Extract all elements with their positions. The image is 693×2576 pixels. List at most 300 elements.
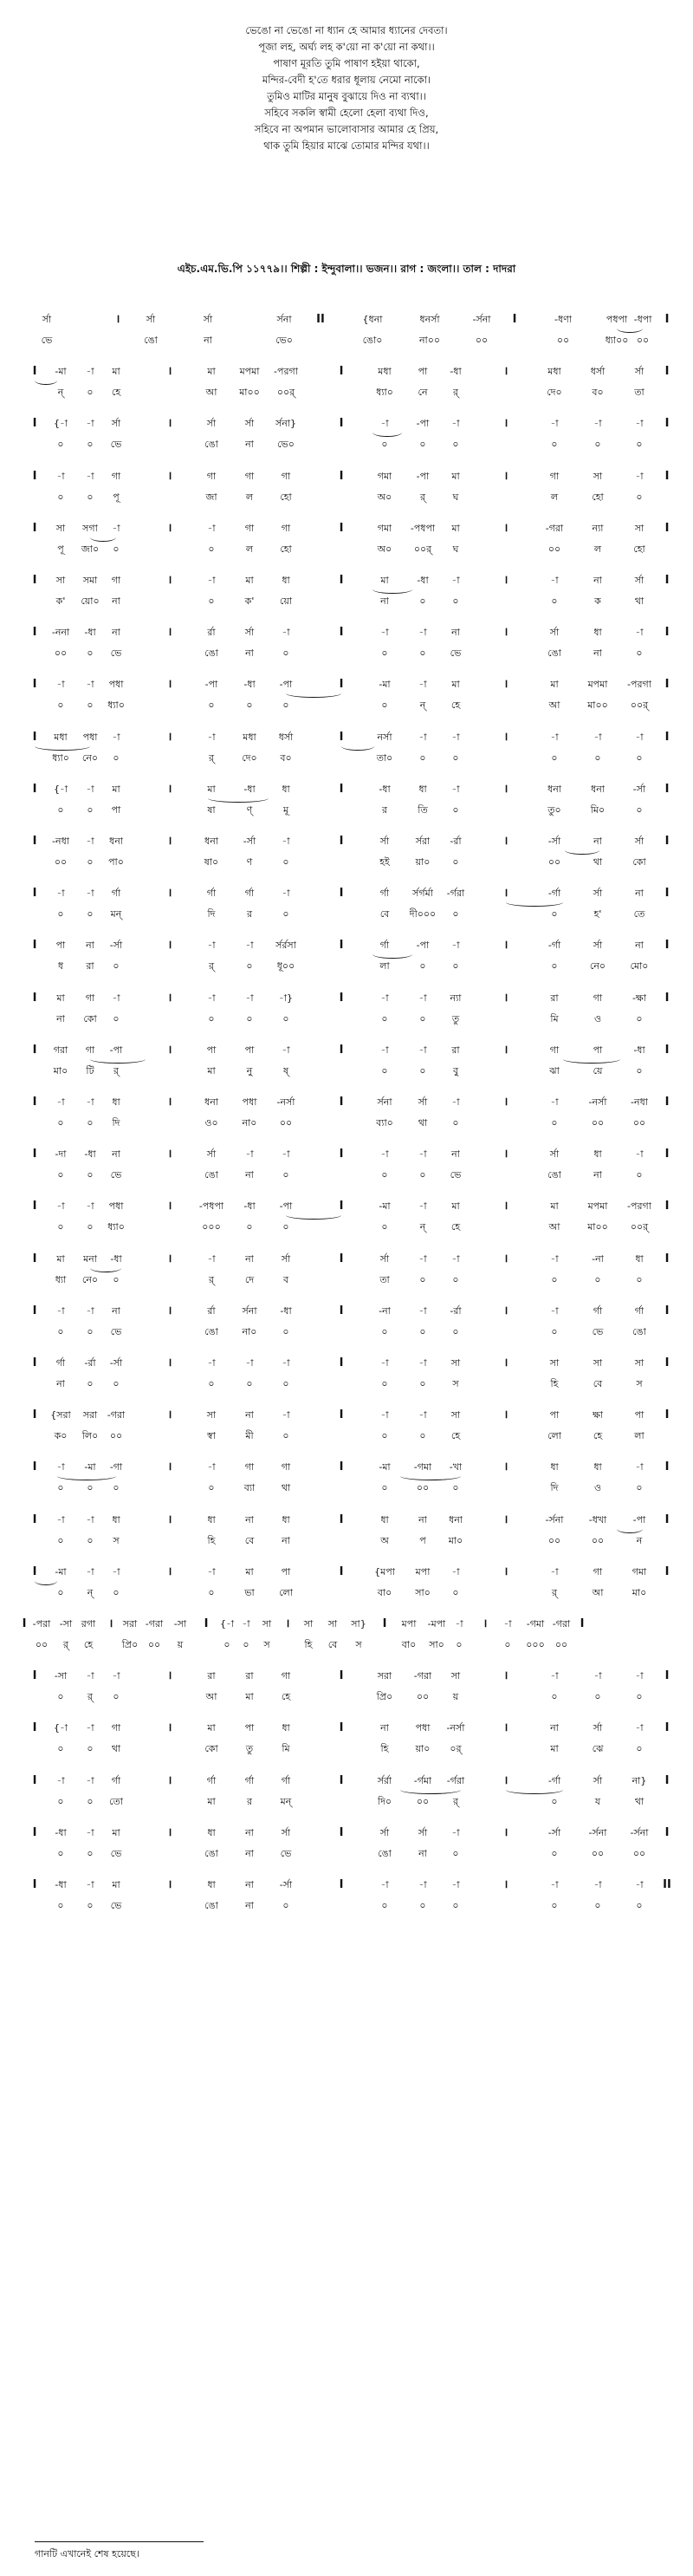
- footer-note: গানটি এখানেই শেষ হয়েছে।: [35, 2548, 139, 2560]
- lyric-syllable: না: [245, 647, 254, 660]
- swaralipi-line: [0, 1356, 693, 1371]
- bar-line: I: [22, 1617, 27, 1630]
- swaralipi-line: [0, 469, 693, 485]
- lyric-syllable: ০: [419, 751, 426, 764]
- lyric-syllable: ন্: [419, 699, 426, 712]
- lyric-syllable: ০০: [554, 1639, 568, 1650]
- swara-note: -া: [245, 940, 254, 952]
- lyric-syllable: ০: [113, 1378, 120, 1389]
- lyric-syllable: ০: [246, 1221, 253, 1233]
- lyric-syllable: ০: [381, 439, 388, 451]
- lyric-syllable-line: [0, 1220, 693, 1235]
- bar-line: ।: [167, 1148, 172, 1161]
- swara-note: না: [593, 575, 602, 586]
- lyric-syllable: ভে: [110, 1900, 122, 1911]
- lyric-syllable: থা: [593, 856, 603, 868]
- swaralipi-line: [0, 1147, 693, 1162]
- swara-note: মধা: [54, 731, 68, 743]
- swara-note: গা: [244, 522, 255, 534]
- swara-note: র্সা: [244, 627, 255, 639]
- swara-note: মা: [56, 992, 65, 1004]
- swara-note: -া: [282, 627, 290, 639]
- lyric-syllable: নে: [418, 387, 428, 399]
- lyric-syllable: ০: [87, 1169, 94, 1181]
- bar-line: I: [664, 887, 670, 901]
- lyric-syllable: ০: [208, 1378, 215, 1389]
- lyric-syllable: লি০: [81, 1430, 99, 1442]
- lyric-syllable: ০: [452, 803, 459, 816]
- swara-note: গা: [281, 1461, 291, 1473]
- swara-note: গা: [111, 1722, 121, 1734]
- swara-note: গা: [549, 470, 560, 482]
- lyric-syllable: মন্: [110, 908, 122, 920]
- lyric-syllable: স: [355, 1639, 362, 1650]
- lyric-syllable-line: [0, 1376, 693, 1392]
- swara-note: -া: [56, 679, 65, 691]
- lyric-syllable: ০: [551, 1847, 558, 1859]
- swara-note: ধা: [282, 783, 290, 795]
- lyric-syllable: ০: [87, 1795, 94, 1807]
- swara-note: র্সা: [244, 418, 255, 430]
- lyric-syllable: র্: [452, 387, 459, 399]
- swara-note: -া: [86, 888, 94, 900]
- swara-note: র্সনা: [377, 1096, 392, 1108]
- lyric-syllable: বে: [593, 1378, 603, 1389]
- swara-note: -া: [56, 888, 65, 900]
- swara-note: না: [245, 1879, 254, 1890]
- lyric-syllable: ০: [381, 1169, 388, 1181]
- swara-note: র্সনা}: [275, 418, 297, 430]
- bar-line: I: [32, 1825, 37, 1839]
- lyric-syllable: র্: [208, 1273, 215, 1285]
- swara-note: -া: [86, 1096, 94, 1108]
- lyric-syllable: ০: [551, 1273, 558, 1285]
- bar-line: ।: [503, 469, 508, 483]
- bar-line: I: [664, 469, 670, 483]
- lyric-syllable: ০: [57, 1534, 64, 1546]
- swara-note: র্গা: [55, 1357, 66, 1369]
- swara-note: র্সা: [206, 1148, 217, 1161]
- lyric-syllable: কো: [83, 1012, 97, 1025]
- lyric-syllable: ন্: [87, 1586, 94, 1598]
- bar-line: I: [32, 1512, 37, 1526]
- bar-line: I: [32, 678, 37, 692]
- swara-note: মা: [380, 575, 389, 586]
- lyric-syllable: মা০: [448, 1534, 463, 1546]
- lyric-syllable: ০: [551, 960, 558, 973]
- bar-line: I: [32, 1252, 37, 1265]
- lyric-syllable: ০০র্: [276, 387, 295, 399]
- lyric-syllable: না: [380, 595, 389, 607]
- swara-note: -া: [242, 1618, 250, 1630]
- notation-row: [0, 521, 693, 573]
- bar-line: I: [32, 1148, 37, 1161]
- bar-line: I: [32, 1721, 37, 1735]
- lyric-syllable: ০০র্: [630, 699, 649, 712]
- swara-note: -া: [550, 575, 559, 586]
- swara-note: সরা: [377, 1670, 392, 1682]
- lyric-syllable: নে০: [589, 960, 606, 973]
- bar-line: I: [664, 991, 670, 1005]
- swaralipi-line: [0, 573, 693, 589]
- lyric-syllable: ০: [594, 1900, 601, 1911]
- swara-note: র্গা: [244, 888, 255, 900]
- swara-note: -পা: [416, 418, 430, 430]
- lyric-syllable: হ': [593, 908, 602, 920]
- lyric-syllable: হি: [380, 1743, 389, 1755]
- lyric-syllable: মি: [282, 1743, 290, 1755]
- lyric-line: পাষাণ মূরতি তুমি পাষাণ হইয়া থাকো,: [273, 57, 420, 69]
- bar-line: I: [664, 730, 670, 744]
- bar-line: I: [339, 1512, 344, 1526]
- lyric-syllable: ০০: [54, 647, 68, 660]
- swara-note: -র্সা: [632, 783, 646, 795]
- swara-note: ধা: [112, 1513, 120, 1525]
- swara-note: মা: [56, 1252, 65, 1265]
- bar-line: I: [664, 313, 670, 326]
- lyric-syllable: ধ্যা০০: [605, 335, 629, 346]
- swara-note: -র্সনা: [545, 1513, 564, 1525]
- swara-note: পা: [418, 366, 428, 378]
- lyric-syllable: ও০: [204, 1117, 218, 1129]
- lyric-syllable-line: [0, 855, 693, 870]
- lyric-syllable: না: [112, 595, 120, 607]
- bar-line: ।: [167, 469, 172, 483]
- lyric-syllable-line: [0, 1846, 693, 1862]
- bar-line: ।: [503, 1825, 508, 1839]
- lyric-syllable: ০: [419, 1273, 426, 1285]
- bar-line: ।: [167, 1096, 172, 1109]
- swara-note: -র্রা: [450, 1304, 462, 1317]
- swara-note: -া: [245, 1148, 254, 1161]
- swara-note: -নর্সা: [446, 1722, 465, 1734]
- swara-note: -গমা: [526, 1618, 545, 1630]
- swara-note: -া: [282, 1044, 290, 1056]
- lyric-syllable: ০০: [416, 1691, 430, 1703]
- lyric-syllable: ০: [87, 387, 94, 399]
- swara-note: মনা: [83, 1252, 97, 1265]
- swara-note: মধা: [243, 731, 256, 743]
- swara-note: র্গা: [111, 1774, 121, 1786]
- swara-note: -া: [86, 836, 94, 847]
- bar-line: I: [664, 1721, 670, 1735]
- lyric-syllable: ০: [87, 1900, 94, 1911]
- lyric-syllable: ০: [113, 1012, 120, 1025]
- swara-note: -া: [86, 1304, 94, 1317]
- swara-note: -পা: [279, 1200, 293, 1213]
- swara-note: -া: [282, 1409, 290, 1421]
- swara-note: ধনা: [591, 783, 605, 795]
- bar-line: I: [32, 1200, 37, 1213]
- swara-note: ধনর্সা: [419, 314, 440, 325]
- lyric-syllable: না০০: [418, 335, 441, 346]
- swara-note: র্সনা: [276, 314, 292, 325]
- swara-note: -ধা: [417, 575, 429, 586]
- lyric-syllable: ০: [636, 1064, 643, 1077]
- swara-note: র্গা: [111, 888, 121, 900]
- lyric-syllable-line: [0, 385, 693, 400]
- swara-note: -া: [86, 1774, 94, 1786]
- lyric-syllable: বে: [379, 908, 390, 920]
- lyric-syllable: ০: [87, 699, 94, 712]
- swaralipi-line: [0, 1617, 693, 1632]
- bar-line: ।: [503, 730, 508, 744]
- swara-note: -নধা: [631, 1096, 648, 1108]
- swara-note: ধা: [112, 1096, 120, 1108]
- lyric-syllable: ০: [452, 1586, 459, 1598]
- swara-note: রগা: [81, 1618, 96, 1630]
- lyric-syllable: হে: [593, 1430, 603, 1442]
- slur-mark: [286, 689, 341, 698]
- swara-note: র্গা: [379, 888, 390, 900]
- swara-note: -পরগা: [627, 679, 651, 691]
- swara-note: -া: [451, 1826, 460, 1838]
- lyric-syllable: ০: [636, 1482, 643, 1494]
- lyric-syllable: ক': [244, 595, 255, 607]
- swara-note: -া: [635, 627, 644, 639]
- swara-note: -গা: [109, 1461, 123, 1473]
- swara-note: ধর্সা: [590, 366, 606, 378]
- lyric-syllable: ০: [419, 647, 426, 660]
- lyric-syllable: হে: [281, 1691, 291, 1703]
- bar-line: I: [664, 1408, 670, 1422]
- swara-note: -া: [207, 575, 216, 586]
- swara-note: -গরা: [552, 1618, 571, 1630]
- swara-note: -গমা: [413, 1461, 432, 1473]
- swara-note: -া: [86, 470, 94, 482]
- lyric-syllable-line: [0, 1428, 693, 1444]
- swara-note: -র্সা: [279, 1879, 293, 1890]
- lyric-syllable: ০: [87, 439, 94, 451]
- swara-note: -া: [635, 1148, 644, 1161]
- swara-note: -ধা: [280, 1304, 292, 1317]
- swara-note: র্সা: [111, 418, 121, 430]
- swaralipi-line: [0, 1669, 693, 1684]
- lyric-syllable-line: [0, 646, 693, 661]
- notation-row: [0, 1721, 693, 1773]
- swara-note: -া: [451, 731, 460, 743]
- lyric-syllable: ০০: [416, 1795, 430, 1807]
- lyric-syllable: হি: [304, 1639, 313, 1650]
- lyric-syllable: অ০: [377, 491, 392, 503]
- notation-row: [0, 625, 693, 677]
- lyric-syllable: আ: [548, 1221, 560, 1233]
- lyric-syllable: ০: [636, 1743, 643, 1755]
- swara-note: র্গা: [379, 940, 390, 952]
- lyric-syllable: ০: [381, 699, 388, 712]
- lyric-syllable: অ: [380, 1534, 389, 1546]
- swara-note: মপমা: [587, 1200, 608, 1213]
- lyric-syllable: ০: [87, 908, 94, 920]
- slur-mark: [90, 1264, 121, 1272]
- swara-note: ধনা: [547, 783, 561, 795]
- bar-line: I: [339, 1096, 344, 1109]
- swara-note: র্সা: [549, 1148, 560, 1161]
- lyric-syllable: ০: [57, 803, 64, 816]
- lyric-syllable: য়ো০: [81, 595, 100, 607]
- notation-row: [0, 1095, 693, 1147]
- swara-note: র্সা: [379, 1252, 390, 1265]
- swara-note: গা: [206, 470, 217, 482]
- swara-note: -া: [380, 1879, 389, 1890]
- swara-note: -র্সা: [547, 1826, 561, 1838]
- swara-note: -র্গরা: [446, 888, 465, 900]
- swara-note: -া: [451, 1879, 460, 1890]
- bar-line: I: [339, 626, 344, 640]
- swara-note: সা: [262, 1618, 272, 1630]
- lyric-syllable: ০: [208, 1482, 215, 1494]
- bar-line: I: [32, 1460, 37, 1474]
- bar-line: I: [32, 782, 37, 796]
- lyric-syllable: ধ্যা০: [107, 1221, 125, 1233]
- swara-note: -া: [550, 418, 559, 430]
- lyric-syllable-line: [0, 1064, 693, 1079]
- slur-mark: [372, 428, 402, 437]
- lyric-syllable-line: [0, 1116, 693, 1131]
- lyric-syllable: ০: [282, 1900, 289, 1911]
- lyric-syllable: ০০: [547, 856, 561, 868]
- swara-note: -া: [86, 418, 94, 430]
- lyric-syllable: ০: [87, 1847, 94, 1859]
- bar-line: I: [339, 417, 344, 431]
- notation-row: [0, 416, 693, 468]
- swaralipi-line: [0, 1877, 693, 1893]
- bar-line: II: [316, 313, 325, 326]
- lyric-syllable-line: [0, 1741, 693, 1757]
- bar-line: ।: [167, 1773, 172, 1787]
- bar-line: ।: [503, 887, 508, 901]
- lyric-syllable: ০: [113, 751, 120, 764]
- swara-note: গা: [111, 575, 121, 586]
- lyric-syllable: ০০০: [202, 1221, 221, 1233]
- lyric-syllable: প্রি০: [376, 1691, 393, 1703]
- swara-note: -া: [593, 418, 602, 430]
- lyric-syllable: ০০: [416, 1482, 430, 1494]
- lyric-syllable: হো: [280, 491, 292, 503]
- swara-note: -া: [503, 1618, 512, 1630]
- lyric-syllable: ০: [452, 1482, 459, 1494]
- lyric-syllable: র্: [208, 960, 215, 973]
- lyric-syllable: ০: [452, 751, 459, 764]
- bar-line: ।: [503, 782, 508, 796]
- swara-note: র্সা: [379, 836, 390, 847]
- lyric-syllable: ভে: [450, 647, 462, 660]
- lyric-syllable: ০: [594, 751, 601, 764]
- lyric-syllable: ০: [636, 1691, 643, 1703]
- bar-line: ।: [115, 313, 120, 326]
- lyric-syllable: ঙো: [378, 1847, 392, 1859]
- lyric-syllable: ০: [87, 1117, 94, 1129]
- bar-line: I: [664, 678, 670, 692]
- lyric-syllable: ০: [113, 1273, 120, 1285]
- bar-line: I: [339, 521, 344, 535]
- bar-line: ।: [503, 1252, 508, 1265]
- lyric-syllable: না: [245, 1169, 254, 1181]
- lyric-syllable: ০: [381, 1378, 388, 1389]
- bar-line: ।: [167, 1043, 172, 1057]
- swara-note: -া: [207, 522, 216, 534]
- bar-line: I: [339, 365, 344, 379]
- lyric-syllable: মূ: [282, 803, 289, 816]
- lyric-syllable: ঙো: [204, 1847, 218, 1859]
- swara-note: পধা: [108, 679, 124, 691]
- lyric-syllable: ০: [282, 908, 289, 920]
- swara-note: -া: [550, 731, 559, 743]
- bar-line: I: [664, 782, 670, 796]
- bar-line: ।: [503, 417, 508, 431]
- swara-note: র্সা: [379, 1826, 390, 1838]
- lyric-syllable: প: [419, 1534, 426, 1546]
- swara-note: র্গা: [206, 888, 217, 900]
- swara-note: -া: [550, 1304, 559, 1317]
- bar-line: ।: [503, 1043, 508, 1057]
- lyric-syllable: তি: [418, 803, 428, 816]
- swara-note: র্সা: [418, 1826, 428, 1838]
- lyric-syllable: র: [381, 803, 388, 816]
- lyric-syllable: ঝা: [549, 1064, 560, 1077]
- swara-note: -মা: [55, 366, 67, 378]
- bar-line: ।: [167, 365, 172, 379]
- lyric-syllable: র: [246, 908, 253, 920]
- swara-note: -গরা: [107, 1409, 126, 1421]
- swara-note: -গরা: [545, 522, 564, 534]
- swara-note: -া: [635, 1722, 644, 1734]
- lyric-syllable: ন্: [419, 1221, 426, 1233]
- swara-note: -সা: [59, 1618, 73, 1630]
- lyric-syllable: রা: [86, 960, 94, 973]
- lyric-syllable: ০: [551, 1691, 558, 1703]
- bar-line: ।: [503, 1669, 508, 1683]
- swara-note: -া: [451, 940, 460, 952]
- swara-note: না: [112, 1304, 120, 1317]
- swara-note: {-া: [53, 783, 68, 795]
- swara-note: -া: [207, 1565, 216, 1577]
- lyric-syllable: য়া০: [415, 856, 431, 868]
- bar-line: ।: [167, 1878, 172, 1891]
- swara-note: র্সা: [593, 1722, 603, 1734]
- lyric-syllable: ০০: [591, 1534, 605, 1546]
- bar-line: I: [32, 991, 37, 1005]
- lyric-syllable: ঙো: [204, 1169, 218, 1181]
- swara-note: পা: [549, 1409, 560, 1421]
- lyric-syllable-line: [0, 698, 693, 713]
- bar-line: I: [339, 1669, 344, 1683]
- swaralipi-line: [0, 1773, 693, 1789]
- lyric-syllable: ০: [381, 647, 388, 660]
- bar-line: ।: [503, 1512, 508, 1526]
- lyric-syllable: ০: [551, 1117, 558, 1129]
- notation-row: [0, 312, 693, 364]
- bar-line: ।: [503, 1721, 508, 1735]
- swara-note: মা: [207, 1722, 216, 1734]
- slur-mark: [90, 533, 116, 542]
- swara-note: -খা: [449, 1461, 463, 1473]
- notation-row: [0, 991, 693, 1043]
- swara-note: গা: [85, 992, 95, 1004]
- lyric-syllable: ০: [636, 1900, 643, 1911]
- slur-mark: [341, 742, 374, 751]
- swara-note: র্সর্রা: [377, 1774, 392, 1786]
- lyric-syllable: ০: [208, 595, 215, 607]
- lyric-syllable: না: [245, 439, 254, 451]
- bar-line: ।: [503, 1773, 508, 1787]
- bar-line: I: [664, 1200, 670, 1213]
- swara-note: -র্গমা: [413, 1774, 432, 1786]
- lyric-syllable: হে: [111, 387, 121, 399]
- swara-note: -ধখা: [588, 1513, 607, 1525]
- bar-line: I: [32, 1043, 37, 1057]
- swara-note: -া: [635, 1670, 644, 1682]
